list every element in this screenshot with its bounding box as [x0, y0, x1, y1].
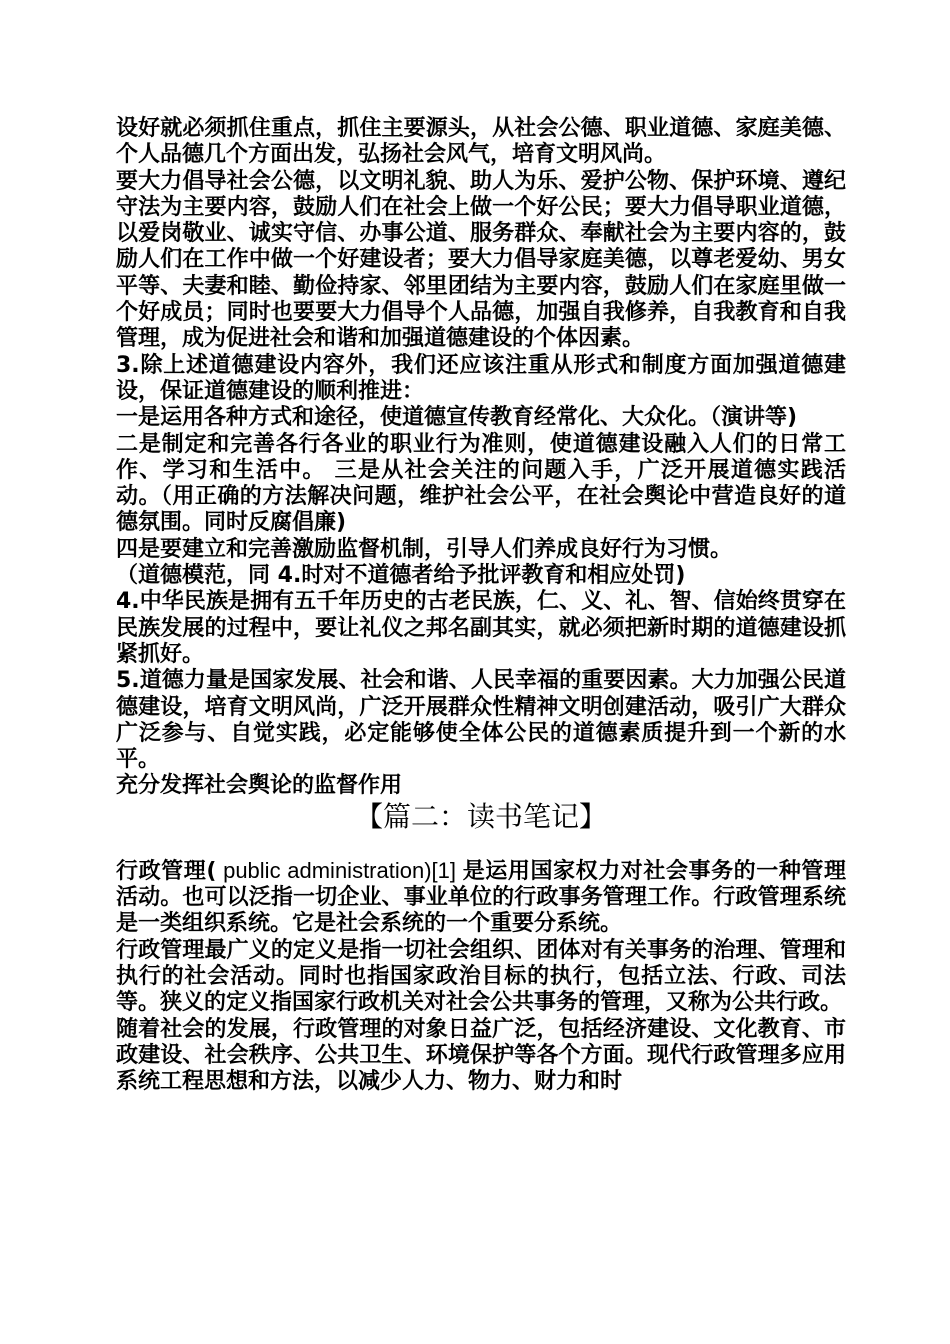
paragraph-5: 二是制定和完善各行各业的职业行为准则，使道德建设融入人们的日常工作、学习和生活中。 三是从社会关注的问题入手，广泛开展道德实践活动。（用正确的方法解决问题，维护社会公平，在社会舆论中营造良好的道德氛围。同时反腐倡廉): [116, 431, 846, 536]
paragraph-4: 一是运用各种方式和途径，使道德宣传教育经常化、大众化。（演讲等): [116, 405, 798, 431]
paragraph-6: 四是要建立和完善激励监督机制，引导人们养成良好行为习惯。: [116, 536, 733, 562]
intro-rest: 是运用国家权力对社会事务的一种管理活动。也可以泛指一切企业、事业单位的行政事务管理工作。行政管理系统是一类组织系统。它是社会系统的一个重要分系统。: [116, 858, 846, 937]
intro-latin-term: public administration)[1]: [216, 857, 463, 883]
paragraph-7: （道德模范，同 4.时对不道德者给予批评教育和相应处罚): [116, 563, 686, 589]
paragraph-8: 4.中华民族是拥有五千年历史的古老民族，仁、义、礼、智、信始终贯穿在民族发展的过程中，要让礼仪之邦名副其实，就必须把新时期的道德建设抓紧抓好。: [116, 589, 846, 667]
section-heading: 【篇二：读书笔记】: [354, 799, 607, 833]
paragraph-1: 设好就必须抓住重点，抓住主要源头，从社会公德、职业道德、家庭美德、个人品德几个方面出发，弘扬社会风气，培育文明风尚。: [116, 116, 846, 168]
paragraph-2: 要大力倡导社会公德，以文明礼貌、助人为乐、爱护公物、保护环境、遵纪守法为主要内容，鼓励人们在社会上做一个好公民；要大力倡导职业道德，以爱岗敬业、诚实守信、办事公道、服务群众、奉献社会为主要内容的，鼓励人们在工作中做一个好建设者；要大力倡导家庭美德，以尊老爱幼、男女平等、夫妻和睦、勤俭持家、邻里团结为主要内容，鼓励人们在家庭里做一个好成员；同时也要要大力倡导个人品德，加强自我修养，自我教育和自我管理，成为促进社会和谐和加强道德建设的个体因素。: [116, 168, 846, 352]
intro-prefix: 行政管理(: [116, 858, 217, 884]
paragraph-11: [116, 858, 846, 938]
paragraph-9: 5.道德力量是国家发展、社会和谐、人民幸福的重要因素。大力加强公民道德建设，培育文明风尚，广泛开展群众性精神文明创建活动，吸引广大群众广泛参与、自觉实践，必定能够使全体公民的道德素质提升到一个新的水平。: [116, 668, 846, 773]
paragraph-10: 充分发挥社会舆论的监督作用: [116, 773, 403, 799]
paragraph-12: 行政管理最广义的定义是指一切社会组织、团体对有关事务的治理、管理和执行的社会活动。同时也指国家政治目标的执行，包括立法、行政、司法等。狭义的定义指国家行政机关对社会公共事务的管理，又称为公共行政。: [116, 937, 846, 1016]
document-page: [116, 116, 846, 1095]
paragraph-13: 随着社会的发展，行政管理的对象日益广泛，包括经济建设、文化教育、市政建设、社会秩序、公共卫生、环境保护等各个方面。现代行政管理多应用系统工程思想和方法，以减少人力、物力、财力和时: [116, 1016, 846, 1095]
paragraph-3: 3.除上述道德建设内容外，我们还应该注重从形式和制度方面加强道德建设，保证道德建设的顺利推进：: [116, 352, 846, 404]
